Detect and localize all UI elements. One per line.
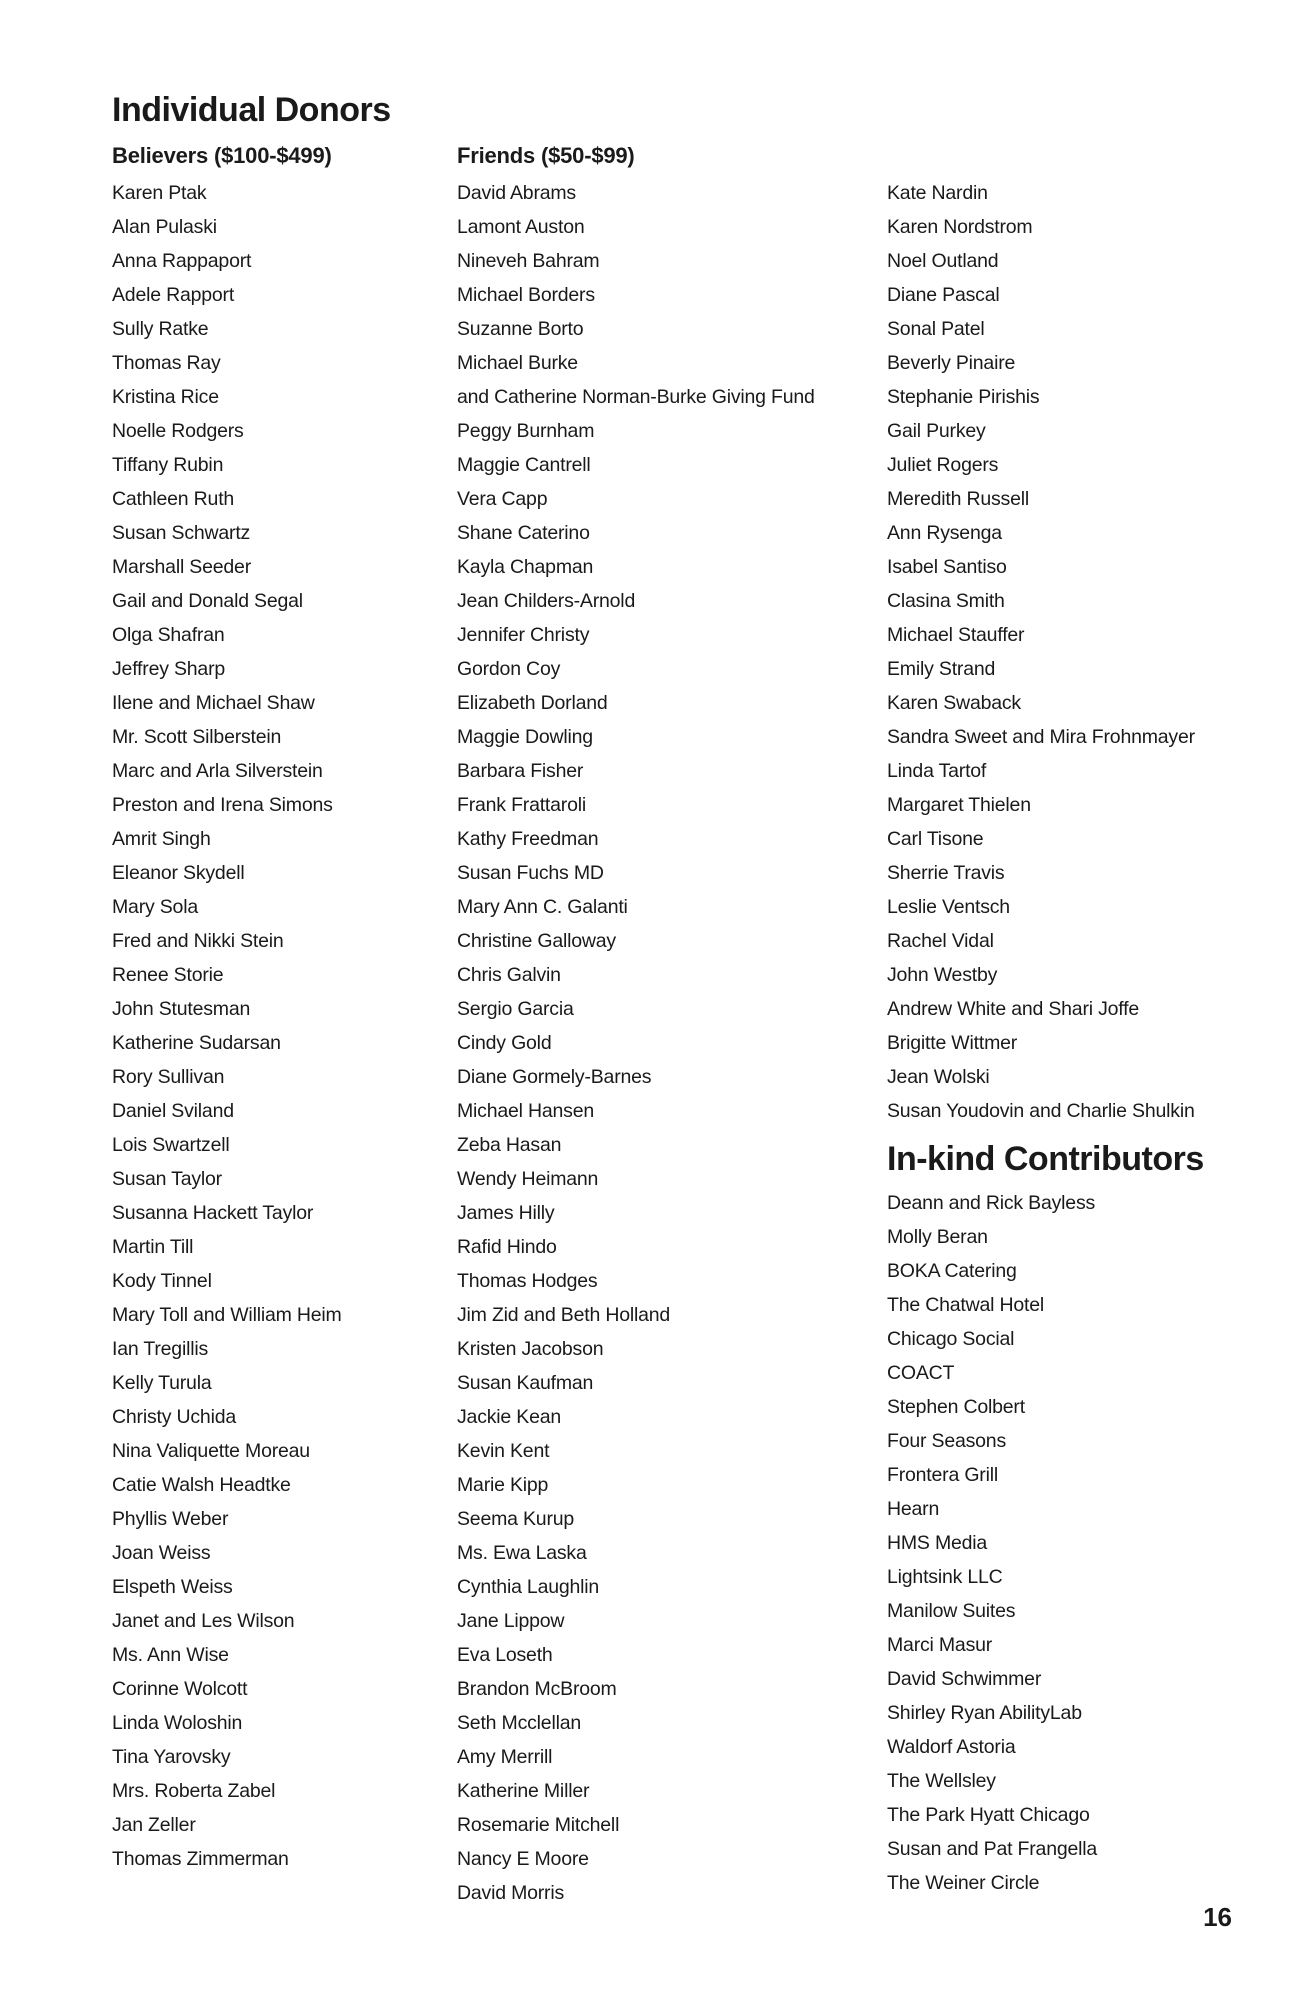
donor-name: Linda Tartof bbox=[887, 760, 987, 782]
donor-name: Mary Sola bbox=[112, 896, 198, 918]
donor-name: Christy Uchida bbox=[112, 1406, 236, 1428]
donor-name: Kelly Turula bbox=[112, 1372, 212, 1394]
donor-name: Tiffany Rubin bbox=[112, 454, 224, 476]
donor-name: Lightsink LLC bbox=[887, 1566, 1003, 1588]
donor-name: Jean Wolski bbox=[887, 1066, 990, 1088]
donor-name: Wendy Heimann bbox=[457, 1168, 599, 1190]
donor-name: The Weiner Circle bbox=[887, 1872, 1040, 1894]
donor-name: Kristina Rice bbox=[112, 386, 219, 408]
donor-name: Elizabeth Dorland bbox=[457, 692, 608, 714]
donor-name: Rafid Hindo bbox=[457, 1236, 557, 1258]
donor-name: Linda Woloshin bbox=[112, 1712, 243, 1734]
donor-name: Susan Fuchs MD bbox=[457, 862, 604, 884]
donor-name: Rosemarie Mitchell bbox=[457, 1814, 620, 1836]
donor-name: Susan and Pat Frangella bbox=[887, 1838, 1098, 1860]
donor-name: Gail and Donald Segal bbox=[112, 590, 303, 612]
donor-name: Four Seasons bbox=[887, 1430, 1006, 1452]
donor-name: Lamont Auston bbox=[457, 216, 585, 238]
donor-name: Seth Mcclellan bbox=[457, 1712, 582, 1734]
donor-name: Alan Pulaski bbox=[112, 216, 217, 238]
donor-name: Emily Strand bbox=[887, 658, 996, 680]
donor-name: Meredith Russell bbox=[887, 488, 1030, 510]
donor-name: Renee Storie bbox=[112, 964, 224, 986]
donor-name: Molly Beran bbox=[887, 1226, 988, 1248]
donor-name: Amrit Singh bbox=[112, 828, 211, 850]
donor-name: Sherrie Travis bbox=[887, 862, 1005, 884]
inkind-heading: In-kind Contributors bbox=[887, 1140, 1204, 1178]
donor-name: Susan Schwartz bbox=[112, 522, 251, 544]
donor-name: Catie Walsh Headtke bbox=[112, 1474, 291, 1496]
donor-name: Michael Borders bbox=[457, 284, 595, 306]
donor-name: Jane Lippow bbox=[457, 1610, 565, 1632]
donor-name: Elspeth Weiss bbox=[112, 1576, 233, 1598]
donor-name: Marshall Seeder bbox=[112, 556, 251, 578]
donor-name: Eva Loseth bbox=[457, 1644, 553, 1666]
page-number: 16 bbox=[1203, 1902, 1232, 1932]
donor-name: Andrew White and Shari Joffe bbox=[887, 998, 1140, 1020]
donor-name: Michael Hansen bbox=[457, 1100, 595, 1122]
donor-name: Kody Tinnel bbox=[112, 1270, 212, 1292]
donor-name: Shane Caterino bbox=[457, 522, 590, 544]
page-title: Individual Donors bbox=[112, 91, 391, 129]
donor-name: Ms. Ewa Laska bbox=[457, 1542, 587, 1564]
donor-name: The Wellsley bbox=[887, 1770, 996, 1792]
donor-name: Joan Weiss bbox=[112, 1542, 211, 1564]
donor-name: Maggie Dowling bbox=[457, 726, 593, 748]
donor-name: Susan Youdovin and Charlie Shulkin bbox=[887, 1100, 1195, 1122]
donor-name: Ilene and Michael Shaw bbox=[112, 692, 315, 714]
donor-name: Karen Swaback bbox=[887, 692, 1021, 714]
donor-name: Frontera Grill bbox=[887, 1464, 998, 1486]
donor-name: Brigitte Wittmer bbox=[887, 1032, 1018, 1054]
donor-name: Ian Tregillis bbox=[112, 1338, 209, 1360]
donor-name: Sergio Garcia bbox=[457, 998, 574, 1020]
donor-name: Anna Rappaport bbox=[112, 250, 252, 272]
donor-name: Nineveh Bahram bbox=[457, 250, 600, 272]
inkind-list bbox=[887, 1186, 1097, 1900]
donor-name: Cathleen Ruth bbox=[112, 488, 235, 510]
donor-name: Stephanie Pirishis bbox=[887, 386, 1040, 408]
friends-list-continued bbox=[887, 176, 1195, 1128]
donor-name: Marc and Arla Silverstein bbox=[112, 760, 323, 782]
donor-name: Manilow Suites bbox=[887, 1600, 1016, 1622]
donor-name: Katherine Sudarsan bbox=[112, 1032, 281, 1054]
donor-name: Peggy Burnham bbox=[457, 420, 595, 442]
donor-name: HMS Media bbox=[887, 1532, 988, 1554]
donor-name: Barbara Fisher bbox=[457, 760, 584, 782]
donor-name: Preston and Irena Simons bbox=[112, 794, 333, 816]
donor-name: Cynthia Laughlin bbox=[457, 1576, 600, 1598]
donor-name: David Schwimmer bbox=[887, 1668, 1042, 1690]
donor-name: Cindy Gold bbox=[457, 1032, 552, 1054]
donor-name: Mr. Scott Silberstein bbox=[112, 726, 282, 748]
donor-name: Gordon Coy bbox=[457, 658, 561, 680]
donor-name: David Abrams bbox=[457, 182, 576, 204]
donor-name: John Westby bbox=[887, 964, 998, 986]
donor-name: Tina Yarovsky bbox=[112, 1746, 231, 1768]
donor-name: Michael Burke bbox=[457, 352, 578, 374]
donor-name: Janet and Les Wilson bbox=[112, 1610, 295, 1632]
donor-name: Beverly Pinaire bbox=[887, 352, 1016, 374]
believers-heading: Believers ($100-$499) bbox=[112, 143, 332, 168]
donor-name: Kate Nardin bbox=[887, 182, 988, 204]
donor-name: Thomas Zimmerman bbox=[112, 1848, 289, 1870]
donor-name: Amy Merrill bbox=[457, 1746, 553, 1768]
donor-name: Mrs. Roberta Zabel bbox=[112, 1780, 276, 1802]
donor-name: Lois Swartzell bbox=[112, 1134, 230, 1156]
donor-name: Carl Tisone bbox=[887, 828, 984, 850]
donor-name: Chicago Social bbox=[887, 1328, 1015, 1350]
donor-name: Clasina Smith bbox=[887, 590, 1005, 612]
donor-name: Frank Frattaroli bbox=[457, 794, 586, 816]
donor-name: Thomas Ray bbox=[112, 352, 221, 374]
donor-name: COACT bbox=[887, 1362, 955, 1384]
donor-name: Isabel Santiso bbox=[887, 556, 1007, 578]
donor-name: The Chatwal Hotel bbox=[887, 1294, 1045, 1316]
donor-name: Noelle Rodgers bbox=[112, 420, 244, 442]
donor-name: Juliet Rogers bbox=[887, 454, 999, 476]
friends-list bbox=[457, 176, 815, 1910]
donor-name: Diane Pascal bbox=[887, 284, 1000, 306]
donor-name: Brandon McBroom bbox=[457, 1678, 617, 1700]
donor-name: Rory Sullivan bbox=[112, 1066, 225, 1088]
donor-name: Deann and Rick Bayless bbox=[887, 1192, 1096, 1214]
donor-name: Mary Toll and William Heim bbox=[112, 1304, 342, 1326]
donor-name: Ann Rysenga bbox=[887, 522, 1002, 544]
donor-name: David Morris bbox=[457, 1882, 565, 1904]
donor-name: and Catherine Norman-Burke Giving Fund bbox=[457, 386, 815, 408]
donor-name: Sully Ratke bbox=[112, 318, 209, 340]
donor-name: Thomas Hodges bbox=[457, 1270, 598, 1292]
donor-name: Vera Capp bbox=[457, 488, 548, 510]
donor-name: Diane Gormely-Barnes bbox=[457, 1066, 652, 1088]
donor-name: Jeffrey Sharp bbox=[112, 658, 226, 680]
donor-name: BOKA Catering bbox=[887, 1260, 1017, 1282]
donor-name: Susan Taylor bbox=[112, 1168, 222, 1190]
donor-name: Kathy Freedman bbox=[457, 828, 599, 850]
donor-name: Jean Childers-Arnold bbox=[457, 590, 636, 612]
donor-name: Kevin Kent bbox=[457, 1440, 550, 1462]
donor-name: Waldorf Astoria bbox=[887, 1736, 1016, 1758]
donor-name: Michael Stauffer bbox=[887, 624, 1025, 646]
friends-heading: Friends ($50-$99) bbox=[457, 143, 635, 168]
donor-name: Daniel Sviland bbox=[112, 1100, 234, 1122]
donor-name: Margaret Thielen bbox=[887, 794, 1031, 816]
donor-name: Noel Outland bbox=[887, 250, 999, 272]
donor-name: Eleanor Skydell bbox=[112, 862, 245, 884]
donor-name: Ms. Ann Wise bbox=[112, 1644, 229, 1666]
donor-name: Corinne Wolcott bbox=[112, 1678, 248, 1700]
donor-name: Nancy E Moore bbox=[457, 1848, 589, 1870]
donor-name: Sonal Patel bbox=[887, 318, 985, 340]
donor-name: Susanna Hackett Taylor bbox=[112, 1202, 314, 1224]
donor-name: Susan Kaufman bbox=[457, 1372, 594, 1394]
donor-name: Jan Zeller bbox=[112, 1814, 196, 1836]
donor-name: Marci Masur bbox=[887, 1634, 993, 1656]
donor-name: Chris Galvin bbox=[457, 964, 561, 986]
donor-name: The Park Hyatt Chicago bbox=[887, 1804, 1090, 1826]
donor-name: Phyllis Weber bbox=[112, 1508, 229, 1530]
donor-name: Rachel Vidal bbox=[887, 930, 994, 952]
donor-name: Katherine Miller bbox=[457, 1780, 590, 1802]
donor-name: Sandra Sweet and Mira Frohnmayer bbox=[887, 726, 1195, 748]
donor-name: Fred and Nikki Stein bbox=[112, 930, 284, 952]
donor-name: Gail Purkey bbox=[887, 420, 986, 442]
donor-name: Seema Kurup bbox=[457, 1508, 575, 1530]
donor-name: Zeba Hasan bbox=[457, 1134, 562, 1156]
donor-name: Karen Nordstrom bbox=[887, 216, 1033, 238]
believers-list bbox=[112, 176, 342, 1876]
donor-name: Christine Galloway bbox=[457, 930, 616, 952]
donor-name: Jackie Kean bbox=[457, 1406, 562, 1428]
donor-name: Karen Ptak bbox=[112, 182, 207, 204]
donor-name: Martin Till bbox=[112, 1236, 194, 1258]
donor-name: Shirley Ryan AbilityLab bbox=[887, 1702, 1082, 1724]
donor-name: Leslie Ventsch bbox=[887, 896, 1010, 918]
donor-name: Marie Kipp bbox=[457, 1474, 549, 1496]
donor-name: James Hilly bbox=[457, 1202, 555, 1224]
donor-name: Adele Rapport bbox=[112, 284, 235, 306]
donor-name: Hearn bbox=[887, 1498, 940, 1520]
donor-name: Jim Zid and Beth Holland bbox=[457, 1304, 671, 1326]
donor-name: Kristen Jacobson bbox=[457, 1338, 604, 1360]
donor-name: John Stutesman bbox=[112, 998, 251, 1020]
donor-name: Jennifer Christy bbox=[457, 624, 590, 646]
donor-name: Mary Ann C. Galanti bbox=[457, 896, 628, 918]
donor-name: Maggie Cantrell bbox=[457, 454, 591, 476]
donor-name: Kayla Chapman bbox=[457, 556, 594, 578]
donor-name: Suzanne Borto bbox=[457, 318, 584, 340]
donor-name: Nina Valiquette Moreau bbox=[112, 1440, 310, 1462]
donor-name: Stephen Colbert bbox=[887, 1396, 1025, 1418]
donor-name: Olga Shafran bbox=[112, 624, 225, 646]
